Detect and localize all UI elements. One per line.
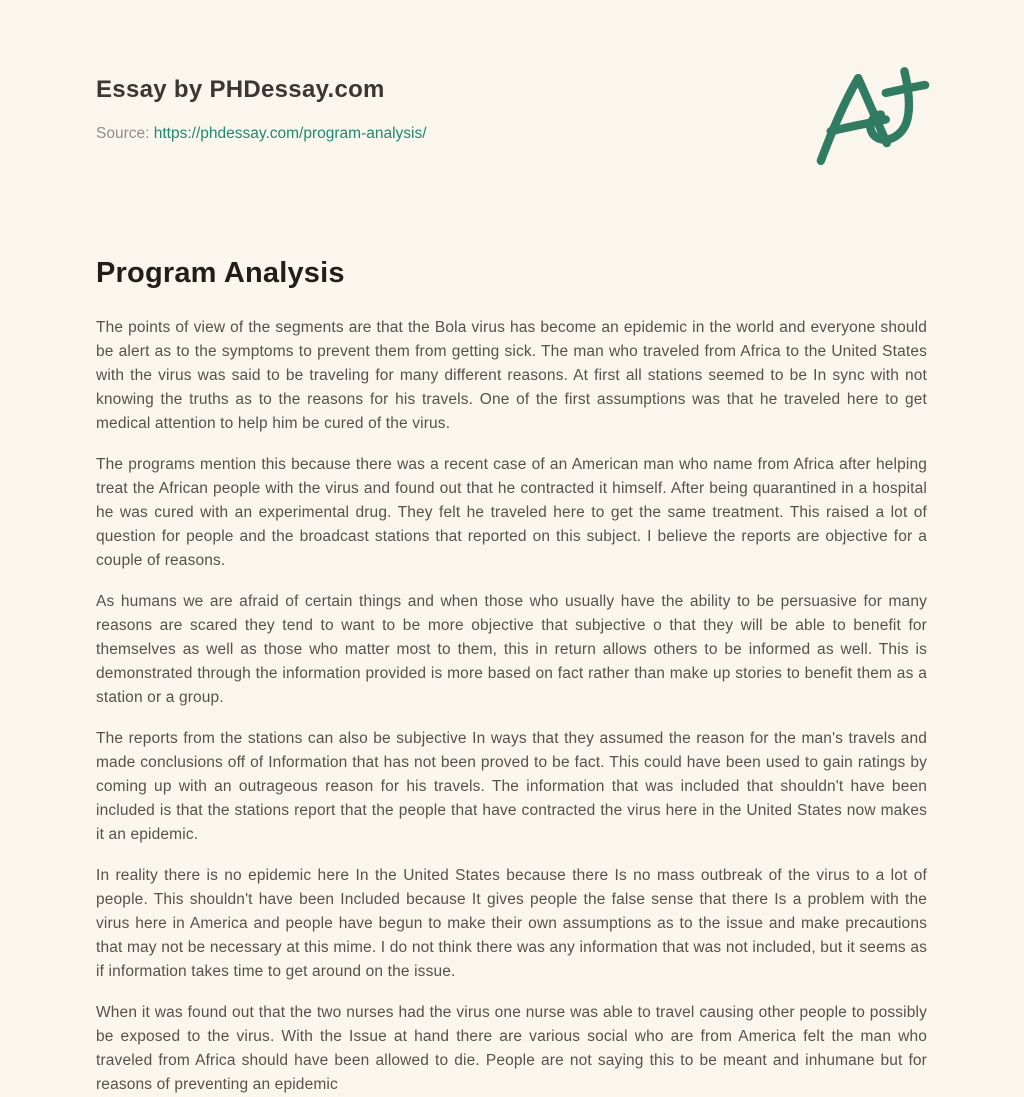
essay-paragraph: As humans we are afraid of certain things and when those who usually have the ability to be persuasive for many reasons are scared they tend to want to be more objective that subjective o that they will be able to benefit for themselves as well as those who matter most to them, this in return allows others to be informed as well. This is demonstrated through the information provided is more based on fact rather than make up stories to benefit them as a station or a group. <box>96 593 927 706</box>
essay-paragraph: The reports from the stations can also be subjective In ways that they assumed the reason for the man's travels and made conclusions off of Information that has not been proved to be fact. This could have been used to gain ratings by coming up with an outrageous reason for his travels. The information that was included that shouldn't have been included is that the stations report that the people that have contracted the virus here in the United States now makes it an epidemic. <box>96 730 927 843</box>
a-plus-logo-icon <box>813 66 931 170</box>
source-url-link[interactable]: https://phdessay.com/program-analysis/ <box>153 125 427 142</box>
page-header <box>96 76 927 170</box>
essay-paragraph: The points of view of the segments are that the Bola virus has become an epidemic in the world and everyone should be alert as to the symptoms to prevent them from getting sick. The man who traveled from Africa to the United States with the virus was said to be traveling for many different reasons. At first all stations seemed to be In sync with not knowing the truths as to the reasons for his travels. One of the first assumptions was that he traveled here to get medical attention to help him be cured of the virus. <box>96 319 927 432</box>
source-label: Source: <box>96 125 150 142</box>
essay-paragraph: In reality there is no epidemic here In the United States because there Is no mass outbreak of the virus to a lot of people. This shouldn't have been Included because It gives people the false sense that there Is a problem with the virus here in America and people have begun to make their own assumptions as to the issue and make precautions that may not be necessary at this mime. I do not think there was any information that was not included, but it seems as if information takes time to get around on the issue. <box>96 867 927 980</box>
source-line <box>96 125 427 143</box>
essay-paragraph: The programs mention this because there was a recent case of an American man who name from Africa after helping treat the African people with the virus and found out that he contracted it himself. After being quarantined in a hospital he was cured with an experimental drug. They felt he traveled here to get the same treatment. This raised a lot of question for people and the broadcast stations that reported on this subject. I believe the reports are objective for a couple of reasons. <box>96 456 927 569</box>
essay-paragraph: When it was found out that the two nurses had the virus one nurse was able to travel causing other people to possibly be exposed to the virus. With the Issue at hand there are various social who are from America felt the man who traveled from Africa should have been allowed to die. People are not saying this to be meant and inhumane but for reasons of preventing an epidemic <box>96 1004 927 1093</box>
essay-byline: Essay by PHDessay.com <box>96 76 385 103</box>
page-title: Program Analysis <box>96 257 345 289</box>
header-text-block <box>96 76 427 143</box>
article-body <box>96 316 927 1097</box>
